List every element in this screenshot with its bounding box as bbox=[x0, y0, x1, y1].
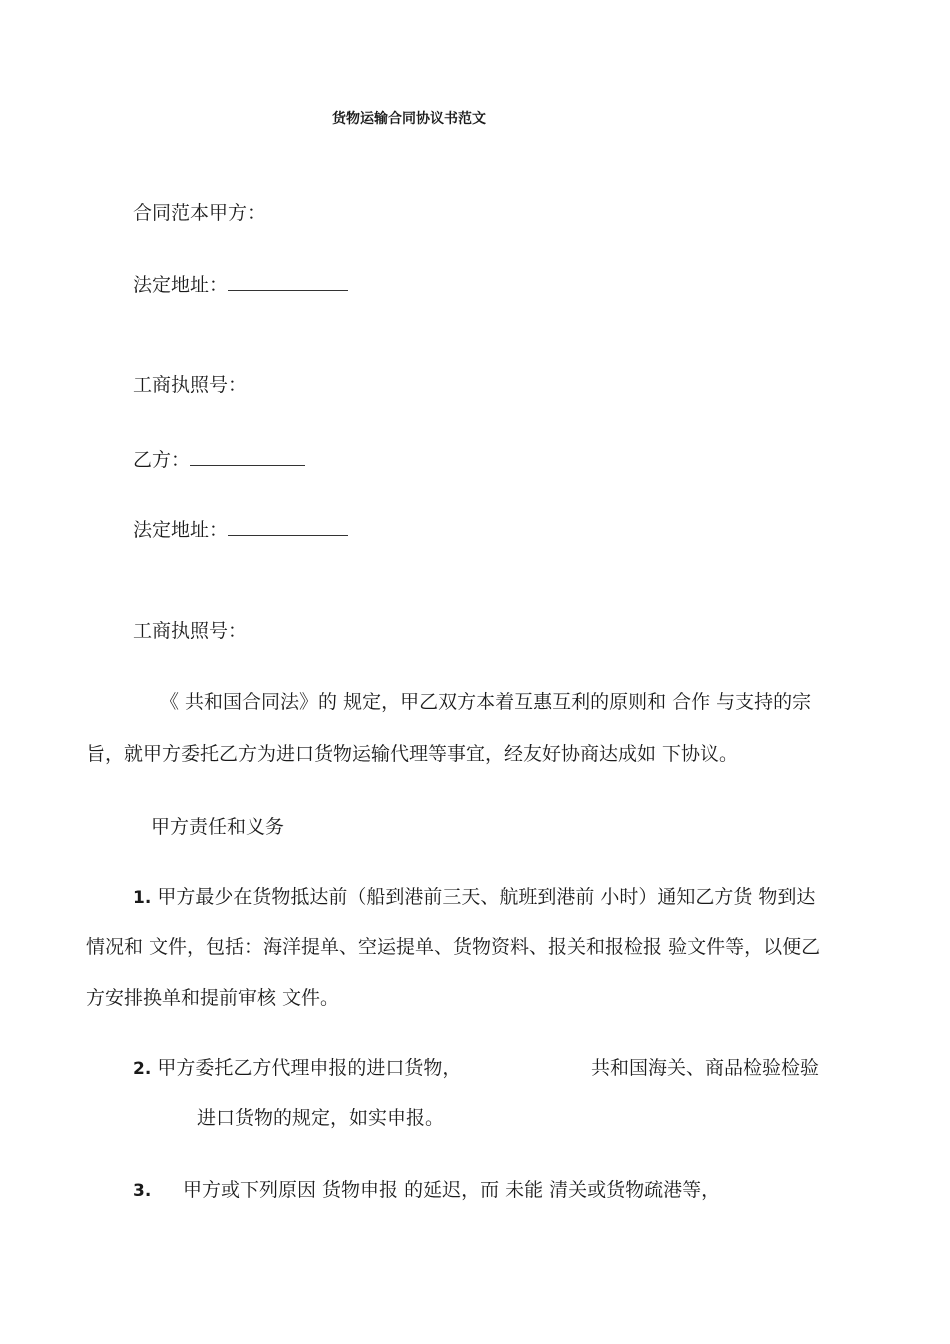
item-1-line-3: 方安排换单和提前审核 文件。 bbox=[86, 987, 340, 1009]
party-b-address-blank bbox=[228, 521, 348, 536]
item-2-line-2: 进口货物的规定，如实申报。 bbox=[197, 1107, 445, 1129]
party-b-license-label: 工商执照号： bbox=[133, 620, 248, 642]
item-1-line-1-row bbox=[133, 885, 815, 910]
item-1-number: 1. bbox=[133, 888, 152, 908]
party-a-license-label: 工商执照号： bbox=[133, 374, 248, 396]
party-b-blank bbox=[190, 451, 305, 466]
section-heading: 甲方责任和义务 bbox=[151, 816, 285, 838]
party-b-address-label: 法定地址： bbox=[133, 519, 229, 541]
intro-line-2: 旨，就甲方委托乙方为进口货物运输代理等事宜，经友好协商达成如 下协议。 bbox=[86, 743, 739, 765]
item-2-line-1a: 甲方委托乙方代理申报的进口货物， bbox=[157, 1057, 462, 1079]
document-title: 货物运输合同协议书范文 bbox=[332, 111, 486, 127]
item-2-number: 2. bbox=[133, 1059, 152, 1079]
party-b-row bbox=[133, 448, 305, 472]
item-1-line-2: 情况和 文件，包括：海洋提单、空运提单、货物资料、报关和报检报 验文件等，以便乙 bbox=[86, 936, 821, 958]
party-a-address-blank bbox=[228, 276, 348, 291]
party-b-address-row bbox=[133, 518, 348, 542]
item-2-line-1b: 共和国海关、商品检验检验 bbox=[591, 1057, 820, 1079]
item-3-number: 3. bbox=[133, 1181, 152, 1201]
party-a-label: 合同范本甲方： bbox=[133, 202, 267, 224]
item-3-line-1: 甲方或下列原因 货物申报 的延迟，而 未能 清关或货物疏港等， bbox=[183, 1179, 721, 1201]
item-1-line-1: 甲方最少在货物抵达前（船到港前三天、航班到港前 小时）通知乙方货 物到达 bbox=[157, 886, 816, 908]
party-b-label: 乙方： bbox=[133, 449, 191, 471]
intro-line-1: 《 共和国合同法》的 规定，甲乙双方本着互惠互利的原则和 合作 与支持的宗 bbox=[160, 691, 812, 713]
item-2-line-1-row bbox=[133, 1056, 461, 1081]
party-a-address-label: 法定地址： bbox=[133, 274, 229, 296]
party-a-address-row bbox=[133, 273, 348, 297]
